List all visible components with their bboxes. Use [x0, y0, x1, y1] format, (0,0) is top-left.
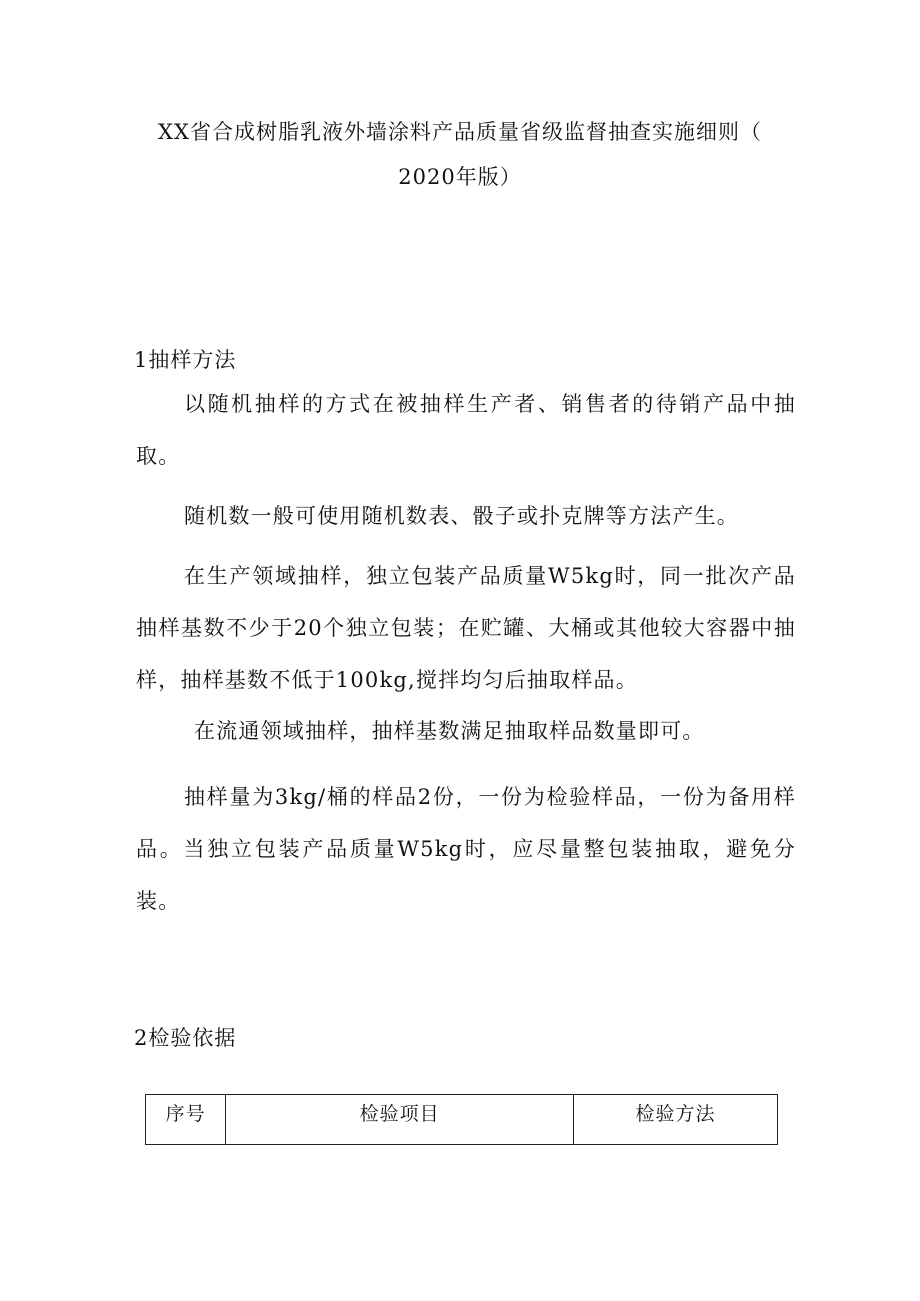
- paragraph-circulation-sampling: 在流通领域抽样，抽样基数满足抽取样品数量即可。: [194, 719, 705, 743]
- paragraph-random-number: 随机数一般可使用随机数表、骰子或扑克牌等方法产生。: [184, 504, 739, 528]
- header-serial-number: 序号: [146, 1095, 226, 1145]
- header-inspection-item: 检验项目: [226, 1095, 574, 1145]
- section-1-heading: 1抽样方法: [134, 348, 237, 372]
- table-header-row: [146, 1095, 778, 1145]
- paragraph-production-sampling: 在生产领域抽样，独立包装产品质量W5kg时，同一批次产品抽样基数不少于20个独立包装；在贮罐、大桶或其他较大容器中抽样，抽样基数不低于100kg,搅拌均匀后抽取样品。: [136, 564, 796, 692]
- header-inspection-method: 检验方法: [573, 1095, 777, 1145]
- document-title-line-2: 2020年版）: [398, 165, 522, 189]
- section-2-heading: 2检验依据: [134, 1026, 237, 1050]
- paragraph-sampling-quantity: 抽样量为3kg/桶的样品2份，一份为检验样品，一份为备用样品。当独立包装产品质量W5kg时，应尽量整包装抽取，避免分装。: [136, 785, 796, 913]
- paragraph-sampling-method: 以随机抽样的方式在被抽样生产者、销售者的待销产品中抽取。: [136, 392, 796, 468]
- inspection-basis-table: [145, 1094, 778, 1145]
- document-title-line-1: XX省合成树脂乳液外墙涂料产品质量省级监督抽查实施细则（: [158, 120, 762, 144]
